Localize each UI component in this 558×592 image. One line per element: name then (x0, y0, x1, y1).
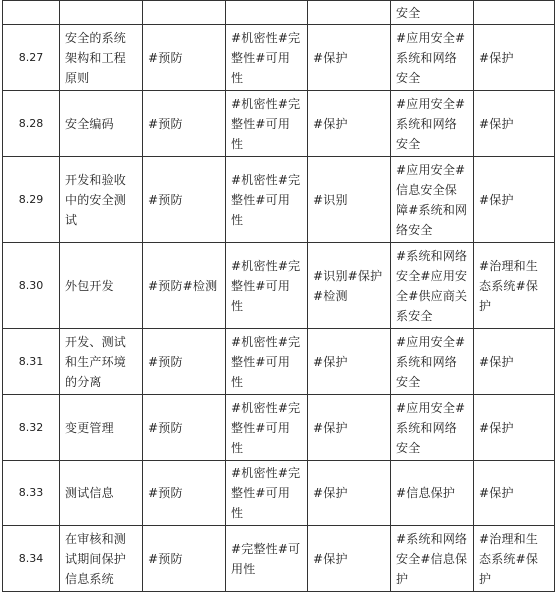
cell-id: 8.32 (3, 395, 60, 461)
cell-domains: #治理和生态系统#保护 (474, 243, 555, 329)
cell-security-properties (226, 1, 308, 25)
cell-id: 8.34 (3, 526, 60, 592)
cell-security-properties: #完整性#可用性 (226, 526, 308, 592)
controls-table (2, 0, 555, 592)
cell-security-properties: #机密性#完整性#可用性 (226, 91, 308, 157)
table-row (3, 243, 555, 329)
table-row (3, 526, 555, 592)
cell-domains: #保护 (474, 329, 555, 395)
cell-domains: #保护 (474, 91, 555, 157)
cell-cyber-concepts: #识别 (308, 157, 391, 243)
cell-control-type: #预防 (143, 91, 226, 157)
cell-cyber-concepts: #保护 (308, 395, 391, 461)
cell-cyber-concepts: #保护 (308, 91, 391, 157)
cell-title: 变更管理 (60, 395, 143, 461)
cell-cyber-concepts: #保护 (308, 526, 391, 592)
cell-id: 8.33 (3, 461, 60, 526)
cell-id: 8.27 (3, 25, 60, 91)
cell-security-properties: #机密性#完整性#可用性 (226, 461, 308, 526)
cell-title: 安全编码 (60, 91, 143, 157)
cell-capabilities: 安全 (391, 1, 474, 25)
cell-cyber-concepts (308, 1, 391, 25)
cell-domains (474, 1, 555, 25)
table-row (3, 25, 555, 91)
cell-control-type: #预防 (143, 395, 226, 461)
cell-id (3, 1, 60, 25)
table-row (3, 91, 555, 157)
cell-cyber-concepts: #保护 (308, 461, 391, 526)
cell-security-properties: #机密性#完整性#可用性 (226, 243, 308, 329)
cell-capabilities: #系统和网络安全#应用安全#供应商关系安全 (391, 243, 474, 329)
cell-id: 8.30 (3, 243, 60, 329)
cell-title: 在审核和测试期间保护信息系统 (60, 526, 143, 592)
cell-domains: #保护 (474, 395, 555, 461)
table-row (3, 395, 555, 461)
cell-capabilities: #应用安全#系统和网络安全 (391, 25, 474, 91)
table-row (3, 157, 555, 243)
cell-capabilities: #信息保护 (391, 461, 474, 526)
cell-control-type: #预防#检测 (143, 243, 226, 329)
cell-domains: #治理和生态系统#保护 (474, 526, 555, 592)
cell-title: 开发、测试和生产环境的分离 (60, 329, 143, 395)
cell-cyber-concepts: #识别#保护#检测 (308, 243, 391, 329)
cell-capabilities: #应用安全#系统和网络安全 (391, 91, 474, 157)
cell-domains: #保护 (474, 25, 555, 91)
cell-control-type: #预防 (143, 461, 226, 526)
cell-control-type: #预防 (143, 526, 226, 592)
cell-domains: #保护 (474, 157, 555, 243)
cell-cyber-concepts: #保护 (308, 329, 391, 395)
cell-domains: #保护 (474, 461, 555, 526)
cell-title: 安全的系统架构和工程原则 (60, 25, 143, 91)
table-row (3, 329, 555, 395)
cell-control-type: #预防 (143, 329, 226, 395)
cell-security-properties: #机密性#完整性#可用性 (226, 25, 308, 91)
cell-id: 8.28 (3, 91, 60, 157)
table-row-partial (3, 1, 555, 25)
cell-capabilities: #应用安全#系统和网络安全 (391, 329, 474, 395)
cell-title: 开发和验收中的安全测试 (60, 157, 143, 243)
cell-title (60, 1, 143, 25)
cell-id: 8.31 (3, 329, 60, 395)
cell-security-properties: #机密性#完整性#可用性 (226, 157, 308, 243)
cell-control-type (143, 1, 226, 25)
cell-capabilities: #应用安全#系统和网络安全 (391, 395, 474, 461)
cell-control-type: #预防 (143, 25, 226, 91)
cell-capabilities: #应用安全#信息安全保障#系统和网络安全 (391, 157, 474, 243)
cell-control-type: #预防 (143, 157, 226, 243)
cell-id: 8.29 (3, 157, 60, 243)
cell-security-properties: #机密性#完整性#可用性 (226, 329, 308, 395)
cell-security-properties: #机密性#完整性#可用性 (226, 395, 308, 461)
cell-capabilities: #系统和网络安全#信息保护 (391, 526, 474, 592)
cell-title: 外包开发 (60, 243, 143, 329)
cell-title: 测试信息 (60, 461, 143, 526)
cell-cyber-concepts: #保护 (308, 25, 391, 91)
table-row (3, 461, 555, 526)
